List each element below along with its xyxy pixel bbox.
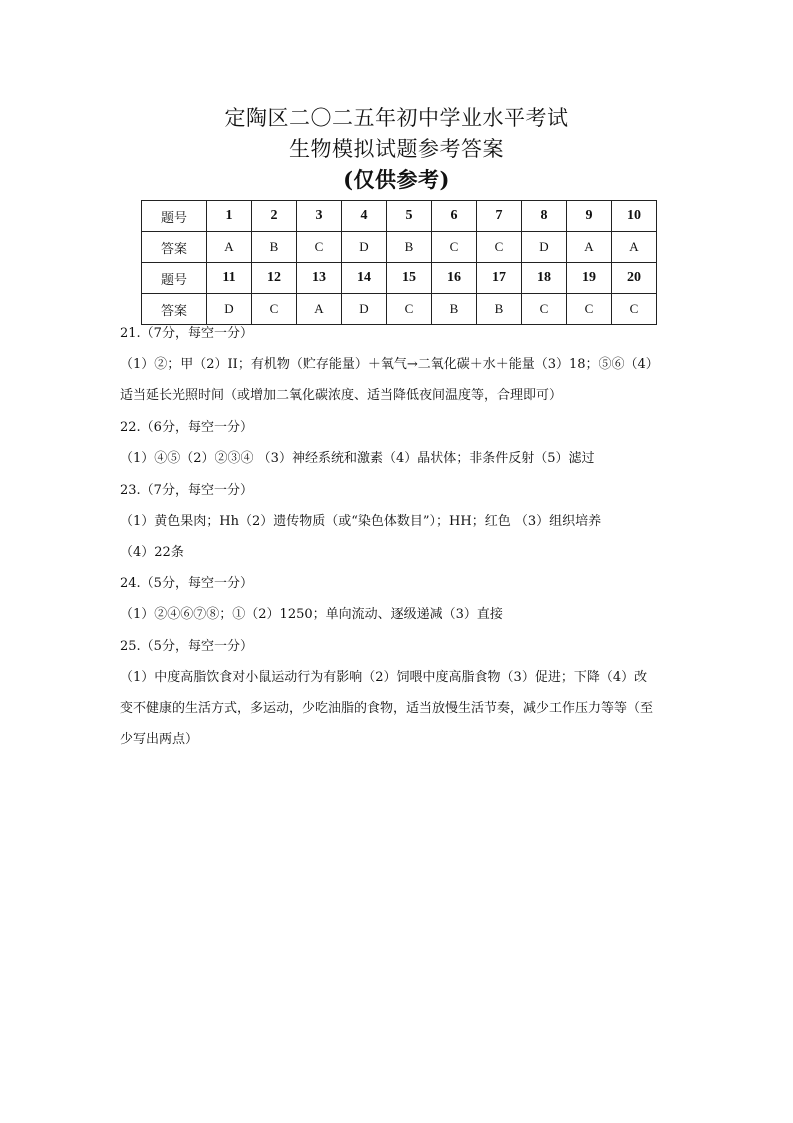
question-number: 7 — [477, 201, 522, 232]
question-number: 8 — [522, 201, 567, 232]
question-number: 5 — [387, 201, 432, 232]
question-number: 18 — [522, 263, 567, 294]
answer-cell: D — [342, 294, 387, 325]
answer-table — [141, 200, 657, 325]
answer-cell: C — [567, 294, 612, 325]
answer-cell: A — [207, 232, 252, 263]
exam-subtitle: 生物模拟试题参考答案 — [289, 137, 504, 161]
question-number: 11 — [207, 263, 252, 294]
q23-answer-line: （4）22条 — [120, 545, 184, 560]
question-number: 6 — [432, 201, 477, 232]
row-label-number: 题号 — [142, 263, 207, 294]
q21-answer-line: （1）②；甲（2）II；有机物（贮存能量）＋氧气→二氧化碳＋水＋能量（3）18；⑤⑥（4） — [120, 357, 659, 372]
question-number: 15 — [387, 263, 432, 294]
answer-cell: C — [477, 232, 522, 263]
question-number: 3 — [297, 201, 342, 232]
answer-cell: A — [567, 232, 612, 263]
row-label-answer: 答案 — [142, 294, 207, 325]
q25-answer-line: （1）中度高脂饮食对小鼠运动行为有影响（2）饲喂中度高脂食物（3）促进；下降（4）改 — [120, 670, 648, 685]
question-number: 16 — [432, 263, 477, 294]
row-label-number: 题号 — [142, 201, 207, 232]
question-number: 10 — [612, 201, 657, 232]
answer-cell: D — [522, 232, 567, 263]
answer-cell: B — [477, 294, 522, 325]
question-number: 14 — [342, 263, 387, 294]
answer-cell: D — [342, 232, 387, 263]
question-number: 9 — [567, 201, 612, 232]
question-number: 17 — [477, 263, 522, 294]
q23-answer-line: （1）黄色果肉；Hh（2）遗传物质（或“染色体数目”）；HH；红色 （3）组织培养 — [120, 514, 602, 529]
question-number: 19 — [567, 263, 612, 294]
question-number: 4 — [342, 201, 387, 232]
answer-cell: C — [297, 232, 342, 263]
table-row-numbers-1 — [142, 201, 657, 232]
q25-answer-line: 变不健康的生活方式，多运动，少吃油脂的食物，适当放慢生活节奏，减少工作压力等等（至 — [120, 701, 654, 716]
q25-heading: 25.（5分，每空一分） — [120, 639, 253, 654]
q21-answer-line: 适当延长光照时间（或增加二氧化碳浓度、适当降低夜间温度等，合理即可） — [120, 388, 563, 403]
answer-cell: A — [612, 232, 657, 263]
answer-cell: C — [387, 294, 432, 325]
reference-note: (仅供参考) — [343, 167, 450, 192]
answer-cell: B — [432, 294, 477, 325]
table-row-answers-2 — [142, 294, 657, 325]
answer-cell: C — [522, 294, 567, 325]
q23-heading: 23.（7分，每空一分） — [120, 483, 253, 498]
question-number: 20 — [612, 263, 657, 294]
answer-cell: D — [207, 294, 252, 325]
answer-cell: A — [297, 294, 342, 325]
q25-answer-line: 少写出两点） — [120, 732, 199, 747]
table-row-numbers-2 — [142, 263, 657, 294]
answer-cell: B — [252, 232, 297, 263]
q24-answer-line: （1）②④⑥⑦⑧；①（2）1250；单向流动、逐级递减（3）直接 — [120, 607, 503, 622]
q24-heading: 24.（5分，每空一分） — [120, 576, 253, 591]
q22-heading: 22.（6分，每空一分） — [120, 420, 253, 435]
exam-title: 定陶区二〇二五年初中学业水平考试 — [224, 106, 569, 130]
answer-cell: B — [387, 232, 432, 263]
answer-cell: C — [432, 232, 477, 263]
q21-heading: 21.（7分，每空一分） — [120, 326, 253, 341]
answer-cell: C — [612, 294, 657, 325]
question-number: 13 — [297, 263, 342, 294]
question-number: 2 — [252, 201, 297, 232]
answer-cell: C — [252, 294, 297, 325]
row-label-answer: 答案 — [142, 232, 207, 263]
question-number: 1 — [207, 201, 252, 232]
q22-answer-line: （1）④⑤（2）②③④ （3）神经系统和激素（4）晶状体；非条件反射（5）滤过 — [120, 451, 595, 466]
table-row-answers-1 — [142, 232, 657, 263]
question-number: 12 — [252, 263, 297, 294]
